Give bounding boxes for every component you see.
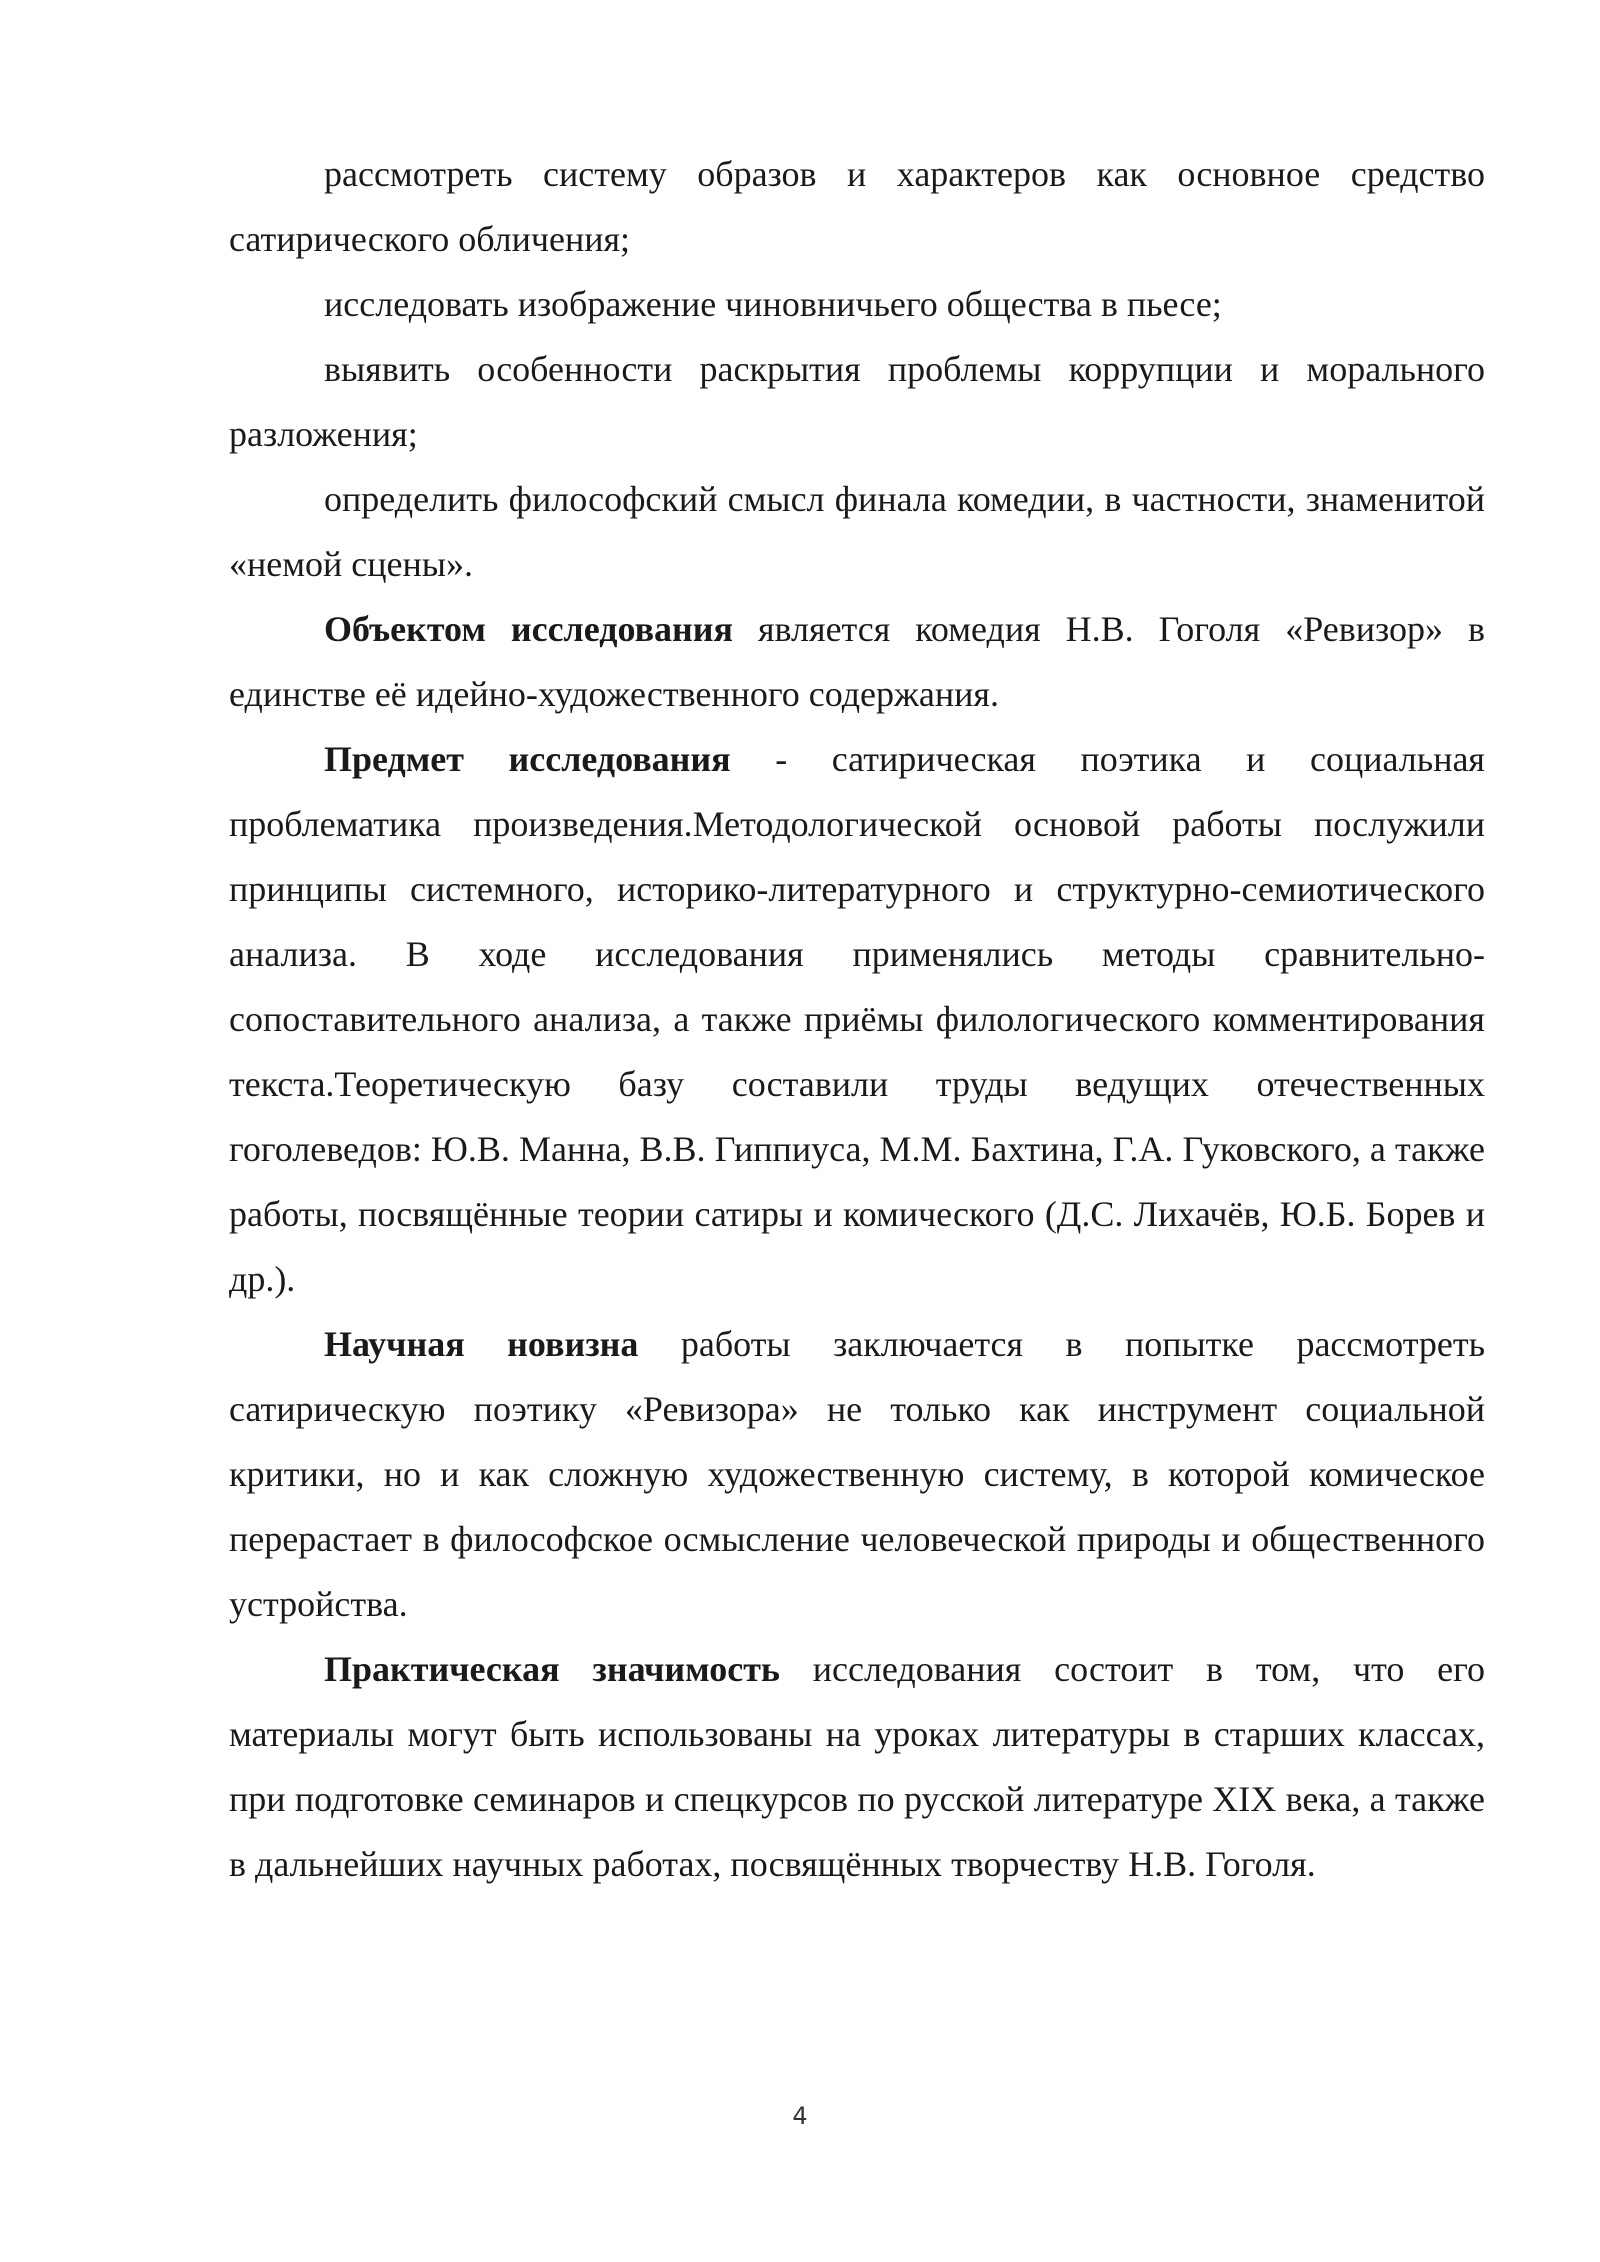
page-number: 4 xyxy=(792,2102,808,2130)
paragraph-text: - сатирическая поэтика и социальная проблематика произведения.Методологической основой работы послужили принципы системного, историко-литературного и структурно-семиотического анализа. В ходе исследования применялись методы сравнительно-сопоставительного анализа, а также приёмы филологического комментирования текста.Теоретическую базу составили труды ведущих отечественных гоголеведов: Ю.В. Манна, В.В. Гиппиуса, М.М. Бахтина, Г.А. Гуковского, а также работы, посвящённые теории сатиры и комического (Д.С. Лихачёв, Ю.Б. Борев и др.). xyxy=(229,739,1485,1299)
practical-significance-paragraph xyxy=(229,1637,1485,1897)
paragraph-text: исследования состоит в том, что его материалы могут быть использованы на уроках литературы в старших классах, при подготовке семинаров и спецкурсов по русской литературе XIX века, а также в дальнейших научных работах, посвящённых творчеству Н.В. Гоголя. xyxy=(229,1649,1486,1884)
subject-of-research-paragraph xyxy=(229,727,1485,1312)
task-paragraph-3 xyxy=(229,337,1485,467)
scientific-novelty-paragraph xyxy=(229,1312,1485,1637)
body-text xyxy=(229,142,1485,1897)
task-paragraph-4 xyxy=(229,467,1485,597)
paragraph-text: исследовать изображение чиновничьего общества в пьесе; xyxy=(324,284,1222,324)
task-paragraph-1 xyxy=(229,142,1485,272)
paragraph-term: Предмет исследования xyxy=(324,739,731,779)
paragraph-term: Научная новизна xyxy=(324,1324,639,1364)
paragraph-text: выявить особенности раскрытия проблемы коррупции и морального разложения; xyxy=(229,349,1485,454)
object-of-research-paragraph xyxy=(229,597,1485,727)
paragraph-text: рассмотреть систему образов и характеров как основное средство сатирического обличения; xyxy=(229,154,1485,259)
paragraph-text: работы заключается в попытке рассмотреть сатирическую поэтику «Ревизора» не только как инструмент социальной критики, но и как сложную художественную систему, в которой комическое перерастает в философское осмысление человеческой природы и общественного устройства. xyxy=(229,1324,1485,1624)
paragraph-text: является комедия Н.В. Гоголя «Ревизор» в единстве её идейно-художественного содержания. xyxy=(229,609,1485,714)
paragraph-text: определить философский смысл финала комедии, в частности, знаменитой «немой сцены». xyxy=(229,479,1485,584)
task-paragraph-2 xyxy=(229,272,1485,337)
paragraph-term: Практическая значимость xyxy=(324,1649,780,1689)
paragraph-term: Объектом исследования xyxy=(324,609,733,649)
